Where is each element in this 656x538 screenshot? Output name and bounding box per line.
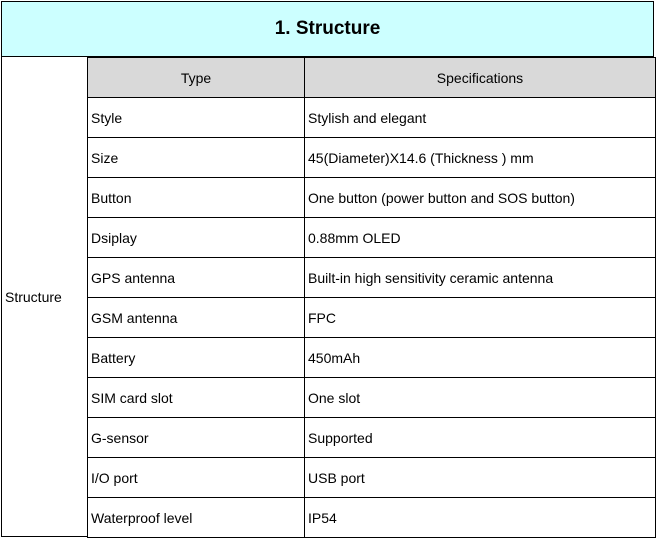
table-row [88,98,656,138]
row-spec-gps-antenna: Built-in high sensitivity ceramic antenna [305,258,656,298]
table-row [88,418,656,458]
row-spec-waterproof-level: IP54 [305,498,656,538]
group-label: Structure [5,288,62,305]
row-spec-gsm-antenna: FPC [305,298,656,338]
table-row [88,138,656,178]
row-spec-battery: 450mAh [305,338,656,378]
table-row [88,498,656,538]
row-type-io-port: I/O port [88,458,305,498]
row-type-button: Button [88,178,305,218]
row-type-gsm-antenna: GSM antenna [88,298,305,338]
row-type-battery: Battery [88,338,305,378]
group-label-cell [1,57,88,537]
table-row [88,378,656,418]
row-spec-size: 45(Diameter)X14.6 (Thickness ) mm [305,138,656,178]
row-spec-sim-card-slot: One slot [305,378,656,418]
row-type-size: Size [88,138,305,178]
table-row [88,258,656,298]
table-row [88,178,656,218]
table-header-row [88,58,656,98]
table-row [88,458,656,498]
row-spec-style: Stylish and elegant [305,98,656,138]
row-spec-button: One button (power button and SOS button) [305,178,656,218]
row-type-g-sensor: G-sensor [88,418,305,458]
section-title: 1. Structure [1,1,654,57]
header-specifications: Specifications [305,58,656,98]
specifications-table [87,57,656,538]
row-type-sim-card-slot: SIM card slot [88,378,305,418]
table-row [88,298,656,338]
row-type-gps-antenna: GPS antenna [88,258,305,298]
table-row [88,338,656,378]
row-spec-display: 0.88mm OLED [305,218,656,258]
row-spec-io-port: USB port [305,458,656,498]
table-row [88,218,656,258]
row-type-style: Style [88,98,305,138]
header-type: Type [88,58,305,98]
row-type-display: Dsiplay [88,218,305,258]
row-type-waterproof-level: Waterproof level [88,498,305,538]
row-spec-g-sensor: Supported [305,418,656,458]
